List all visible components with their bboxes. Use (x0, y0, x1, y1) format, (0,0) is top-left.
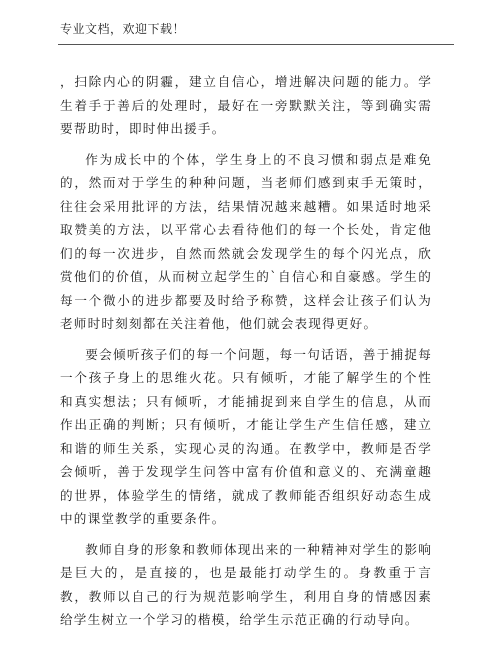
paragraph-1: ，扫除内心的阴霾，建立自信心，增进解决问题的能力。学生着手于善后的处理时，最好在一旁默默关注，等到确实需要帮助时，即时伸出援手。 (60, 74, 432, 136)
paragraph-2: 作为成长中的个体，学生身上的不良习惯和弱点是难免的，然而对于学生的种种问题，当老师们感到束手无策时，往往会采用批评的方法，结果情况越来越糟。如果适时地采取赞美的方法，以平常心去看待他们的每一个长处，肯定他们的每一次进步，自然而然就会发现学生的每个闪光点，欣赏他们的价值，从而树立起学生的`自信心和自豪感。学生的每一个微小的进步都要及时给予称赞，这样会让孩子们认为老师时时刻刻都在关注着他，他们就会表现得更好。 (60, 151, 432, 331)
paragraph-4: 教师自身的形象和教师体现出来的一种精神对学生的影响是巨大的，是直接的，也是最能打动学生的。身教重于言教，教师以自己的行为规范影响学生，利用自身的情感因素给学生树立一个学习的楷模，给学生示范正确的行动导向。 (60, 541, 432, 627)
page-header: 专业文档，欢迎下载！ (60, 22, 186, 36)
document-body (60, 70, 432, 632)
header-divider (58, 44, 454, 45)
paragraph-3: 要会倾听孩子们的每一个问题，每一句话语，善于捕捉每一个孩子身上的思维火花。只有倾听，才能了解学生的个性和真实想法；只有倾听，才能捕捉到来自学生的信息，从而作出正确的判断；只有倾听，才能让学生产生信任感，建立和谐的师生关系，实现心灵的沟通。在教学中，教师是否学会倾听，善于发现学生问答中富有价值和意义的、充满童趣的世界，体验学生的情绪，就成了教师能否组织好动态生成中的课堂教学的重要条件。 (60, 346, 432, 526)
